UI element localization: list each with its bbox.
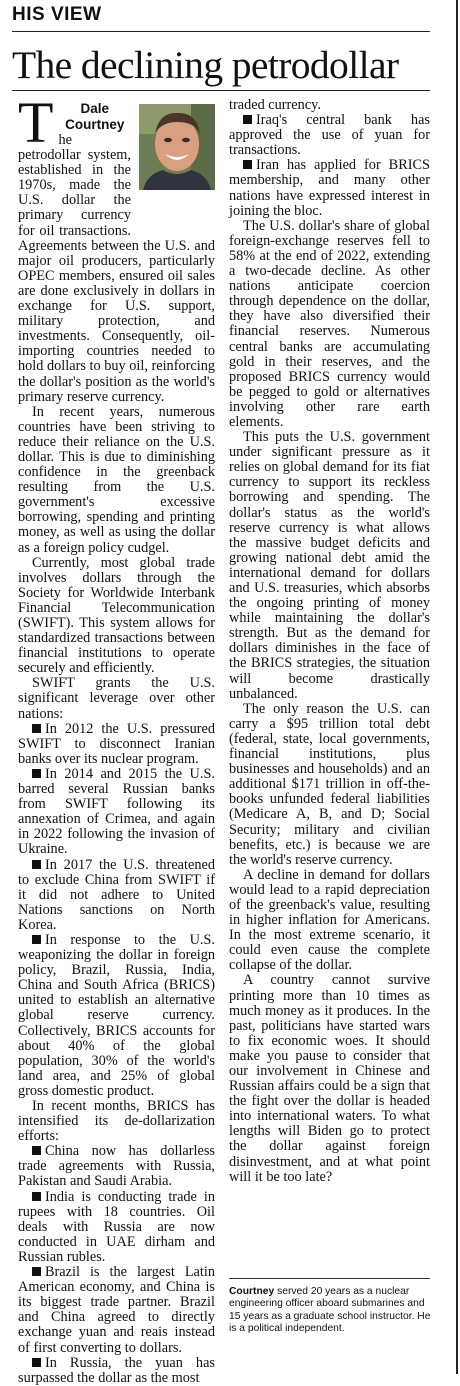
bullet-square-icon	[32, 1358, 41, 1367]
paragraph: SWIFT grants the U.S. significant leverage over other nations:	[18, 675, 215, 722]
bullet-item	[229, 158, 430, 218]
bullet-item	[18, 1144, 215, 1189]
author-photo-block	[139, 104, 215, 224]
bio-name: Courtney	[229, 1286, 275, 1297]
bullet-item	[18, 933, 215, 1099]
bullet-square-icon	[243, 160, 252, 169]
bullet-item	[229, 113, 430, 158]
bio-text: served 20 years as a nuclear engineering officer aboard submarines and 15 years as a graduate school instructor. He is a political independent.	[229, 1286, 431, 1335]
paragraph: This puts the U.S. government under significant pressure as it relies on global demand for its fiat currency to support its reckless borrowing and spending. The dollar's status as the world's reserve currency is what allows the massive budget deficits and growing national debt amid the international demand for dollars and U.S. treasuries, which absorbs the ongoing printing of money while maintaining the dollar's strength. But as the demand for dollars diminishes in the face of the BRICS strategies, the situation will become drastically unbalanced.	[229, 429, 430, 702]
headline-rule	[12, 90, 430, 91]
drop-cap: T	[18, 90, 54, 155]
paragraph: In recent months, BRICS has intensified its de-dollarization efforts:	[18, 1098, 215, 1145]
author-first-name: Dale	[80, 101, 109, 116]
bio-rule	[229, 1278, 430, 1279]
paragraph-text: he petrodollar system, established in the 1970s, made the U.S. dollar the primary currency for oil transactions. Agreements between the U.S. and major oil producers, particularly OPEC members, ensured oil sales are done exclusively in dollars in exchange for U.S. support, military protection, and investments. Consequently, oil-importing countries needed to hold dollars to buy oil, reinforcing the dollar's position as the world's primary reserve currency.	[18, 132, 215, 405]
bullet-text: Iran has applied for BRICS membership, and many other nations have expressed interest in joining the bloc.	[229, 157, 430, 219]
bullet-square-icon	[32, 1146, 41, 1155]
headline: The declining petrodollar	[12, 43, 399, 87]
paragraph: The U.S. dollar's share of global foreign-exchange reserves fell to 58% at the end of 2022, extending a two-decade decline. As other nations anticipate coercion through dependence on the dollar, they have also diversified their financial reserves. Numerous central banks are accumulating gold in their reserves, and the proposed BRICS currency would be pegged to gold or alternatives involving other rare earth elements.	[229, 217, 430, 430]
bullet-square-icon	[32, 724, 41, 733]
author-portrait-icon	[139, 104, 215, 190]
bullet-item	[18, 722, 215, 767]
bullet-square-icon	[32, 935, 41, 944]
bullet-text: In 2017 the U.S. threatened to exclude China from SWIFT if it did not adhere to United Nations sanctions on North Korea.	[18, 856, 215, 933]
bullet-square-icon	[32, 1192, 41, 1201]
bullet-text: In response to the U.S. weaponizing the dollar in foreign policy, Brazil, Russia, India, China and South Africa (BRICS) united to establish an alternative global reserve currency. Collectively, BRICS accounts for about 40% of the global population, 30% of the world's land area, and 25% of global gross domestic product.	[18, 931, 215, 1099]
section-kicker: HIS VIEW	[12, 4, 102, 25]
bullet-item	[18, 858, 215, 933]
column-rail	[456, 0, 458, 1374]
bullet-item	[18, 1190, 215, 1265]
kicker-rule	[12, 31, 430, 32]
bullet-item	[18, 767, 215, 858]
bullet-text: China now has dollarless trade agreements with Russia, Pakistan and Saudi Arabia.	[18, 1143, 215, 1190]
bullet-text: India is conducting trade in rupees with 18 countries. Oil deals with Russia are now conducted in UAE dirham and Russian rubles.	[18, 1188, 215, 1265]
author-bio	[229, 1286, 434, 1336]
paragraph: The only reason the U.S. can carry a $95 trillion total debt (federal, state, local governments, financial institutions, plus businesses and households) and an additional $171 trillion in off-the-books unfunded federal liabilities (Medicare A, B, and D; Social Security; military and civilian benefits, etc.) is because we are the world's reserve currency.	[229, 700, 430, 868]
author-last-name: Courtney	[65, 117, 125, 132]
bullet-item	[18, 1265, 215, 1356]
bullet-text: In 2014 and 2015 the U.S. barred several Russian banks from SWIFT following its annexation of Crimea, and again in 2022 following the invasion of Ukraine.	[18, 765, 215, 858]
bullet-square-icon	[32, 1267, 41, 1276]
bullet-text: In 2012 the U.S. pressured SWIFT to disconnect Iranian banks over its nuclear program.	[18, 720, 215, 767]
bullet-text: Brazil is the largest Latin American economy, and China is its biggest trade partner. Brazil and China agreed to directly exchange yuan and reais instead of first converting to dollars.	[18, 1264, 215, 1356]
paragraph: A decline in demand for dollars would lead to a rapid depreciation of the greenback's value, resulting in higher inflation for Americans. In the most extreme scenario, it could even cause the complete collapse of the dollar.	[229, 866, 430, 974]
paragraph: A country cannot survive printing more than 10 times as much money as it produces. In the past, politicians have started wars to fix economic woes. It should make you pause to consider that our involvement in Chinese and Russian affairs could be a sign that the fight over the dollar is headed into international waters. To what lengths will Biden go to protect the dollar against foreign disinvestment, and at what point will it be too late?	[229, 972, 430, 1185]
bullet-text: Iraq's central bank has approved the use of yuan for transactions.	[229, 112, 430, 159]
bullet-item	[18, 1356, 215, 1386]
paragraph: In recent years, numerous countries have been striving to reduce their reliance on the U.S. dollar. This is due to diminishing confidence in the greenback resulting from the U.S. government's excessive borrowing, spending and printing money, as well as using the dollar as a foreign policy cudgel.	[18, 403, 215, 556]
bullet-square-icon	[32, 860, 41, 869]
paragraph: traded currency.	[229, 97, 321, 113]
paragraph: Currently, most global trade involves dollars through the Society for Worldwide Interbank Financial Telecommunication (SWIFT). This system allows for standardized transactions between financial institutions to operate securely and efficiently.	[18, 554, 215, 677]
article-column-right	[229, 98, 430, 1185]
bullet-text: In Russia, the yuan has surpassed the dollar as the most	[18, 1354, 215, 1386]
bullet-square-icon	[32, 769, 41, 778]
bullet-square-icon	[243, 115, 252, 124]
article-column-left	[18, 90, 215, 1386]
